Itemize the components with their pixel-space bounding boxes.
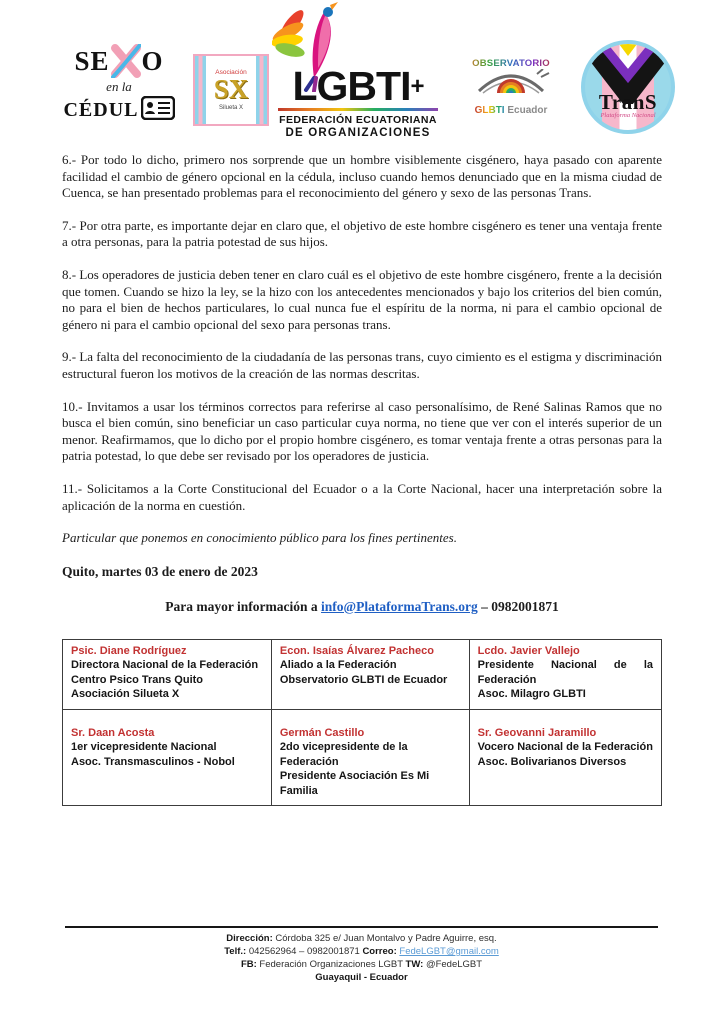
sx-logo-top-label: Asociación [215, 69, 247, 76]
contact-cell-geovanni-jaramillo [469, 709, 661, 806]
contact-line: 1er vicepresidente Nacional [71, 741, 217, 754]
table-row [63, 709, 662, 806]
contact-cell-daan-acosta [63, 709, 272, 806]
contacts-table [62, 639, 662, 807]
info-line-suffix: – 0982001871 [481, 598, 559, 614]
pink-x-swoosh-icon [111, 44, 141, 78]
table-row [63, 639, 662, 709]
observatorio-bottom-label: GLBTI Ecuador [474, 105, 548, 116]
contact-name: Lcdo. Javier Vallejo [477, 644, 580, 657]
sx-logo-bottom-label: Silueta X [218, 105, 243, 111]
sexo-logo-se: SE [74, 45, 110, 76]
sexo-en-la-cedula-logo [56, 44, 182, 140]
footer-phone-line: Telf.: 042562964 – 0982001871 Correo: FedeLGBT@gmail.com [224, 946, 499, 957]
trans-stripe-bracket-left [195, 56, 206, 124]
sx-logo-main: SX [213, 74, 249, 104]
contact-line: Centro Psico Trans Quito [71, 673, 204, 686]
federation-subtitle-2: DE ORGANIZACIONES [285, 127, 431, 139]
contact-cell-german-castillo [271, 709, 469, 806]
observatorio-wordmark: OBSERVATORIO [466, 58, 556, 69]
closing-note: Particular que ponemos en conocimiento público para los fines pertinentes. [62, 530, 457, 546]
trans-wordmark: TranS [598, 90, 658, 114]
document-body [62, 152, 662, 806]
footer-city: Guayaquil - Ecuador [315, 972, 408, 983]
lgbti-federation-logo [266, 2, 450, 142]
contact-line: Asoc. Milagro GLBTI [477, 688, 586, 701]
plataforma-trans-logo [581, 40, 675, 134]
contact-line: Presidente Asociación Es Mi Familia [279, 770, 430, 797]
trans-tagline: Plataforma Nacional [600, 112, 656, 119]
footer [0, 932, 723, 984]
federation-wordmark: LGBTI+ [292, 63, 424, 109]
paragraph-11: 11.- Solicitamos a la Corte Constitucional del Ecuador o a la Corte Nacional, hacer una interpretación sobre la aplicación de la norma en cuestión. [62, 480, 662, 513]
contact-name: Germán Castillo [279, 726, 365, 739]
contact-line: Vocero Nacional de la Federación [477, 741, 653, 754]
footer-address-line: Dirección: Córdoba 325 e/ Juan Montalvo y Padre Aguirre, esq. [226, 933, 497, 944]
contact-name: Econ. Isaías Álvarez Pacheco [279, 644, 434, 657]
asociacion-silueta-x-logo [193, 54, 269, 126]
rainbow-eye-icon [466, 69, 556, 104]
sexo-logo-line2: en la [106, 79, 132, 94]
paragraph-6: 6.- Por todo lo dicho, primero nos sorprende que un hombre visiblemente cisgénero, haya pasado con aparente facilidad el cambio de género opcional en la cédula, incluso cuando hemos denunciado que en la misma ciudad de Cuenca, se han presentado problemas para el reconocimiento del género y sexo de las personas Trans. [62, 152, 662, 201]
contact-line: Presidente Nacional de la Federación [477, 659, 653, 686]
contact-line: Asoc. Bolivarianos Diversos [477, 755, 627, 768]
contact-name: Sr. Geovanni Jaramillo [477, 726, 597, 739]
sexo-logo-line1 [56, 44, 182, 78]
contact-line: Aliado a la Federación [279, 659, 397, 672]
footer-divider [65, 926, 658, 928]
contact-name: Sr. Daan Acosta [71, 726, 155, 739]
info-line-prefix: Para mayor información a [165, 598, 318, 614]
contact-line: 2do vicepresidente de la Federación [279, 741, 408, 768]
date-line: Quito, martes 03 de enero de 2023 [62, 563, 258, 579]
contact-name: Psic. Diane Rodríguez [71, 644, 187, 657]
contact-line: Observatorio GLBTI de Ecuador [279, 673, 448, 686]
paragraph-9: 9.- La falta del reconocimiento de la ciudadanía de las personas trans, cuyo cimiento es el estigma y discriminación estructural fueron los motivos de la creación de las normas descritas. [62, 349, 662, 381]
contact-cell-isaias-alvarez [271, 639, 469, 709]
email-link-fedelgbt[interactable]: FedeLGBT@gmail.com [399, 946, 499, 957]
contact-line: Directora Nacional de la Federación [71, 659, 259, 672]
info-line [62, 598, 662, 615]
contact-line: Asoc. Transmasculinos - Nobol [71, 755, 235, 768]
paragraph-10: 10.- Invitamos a usar los términos correctos para referirse al caso personalísimo, de René Salinas Ramos que no busca el bien común, sino beneficiar un caso particular cuya norma, no tiene que ver con el interés superior de un menor. Reafirmamos, que lo dicho por el propio hombre cisgénero, es tomar ventaja frente a otras personas para la patria potestad, lo que debe ser revisado por los operadores de justicia. [62, 398, 662, 464]
paragraph-7: 7.- Por otra parte, es importante dejar en claro que, el objetivo de este hombre cisgénero es tener una ventaja frente a otra personas, para la patria potestad de sus hijos. [62, 217, 662, 250]
footer-social-line: FB: Federación Organizaciones LGBT TW: @FedeLGBT [240, 959, 483, 970]
contact-line: Asociación Silueta X [71, 688, 180, 701]
contact-cell-diane-rodriguez [63, 639, 272, 709]
sexo-logo-line3: CÉDUL [56, 96, 182, 124]
federation-subtitle-1: FEDERACIÓN ECUATORIANA [279, 114, 437, 126]
id-card-icon [141, 96, 175, 124]
contact-cell-javier-vallejo [469, 639, 661, 709]
observatorio-glbti-logo [466, 58, 556, 118]
sexo-logo-o: O [141, 45, 164, 76]
paragraph-8: 8.- Los operadores de justicia deben tener en claro cuál es el objetivo de este hombre cisgénero, frente a la decisión que tomen. Cuando se hizo la ley, se la hizo con los antecedentes mencionados y bajo los criterios del bien común, no para el bien de hechos particulares, lo cual nunca fue el espíritu de la norma, ni para el cambio opcional de género ni para el cambio opcional del sexo para personas trans. [62, 266, 662, 332]
email-link-plataformatrans[interactable]: info@PlataformaTrans.org [321, 598, 478, 614]
